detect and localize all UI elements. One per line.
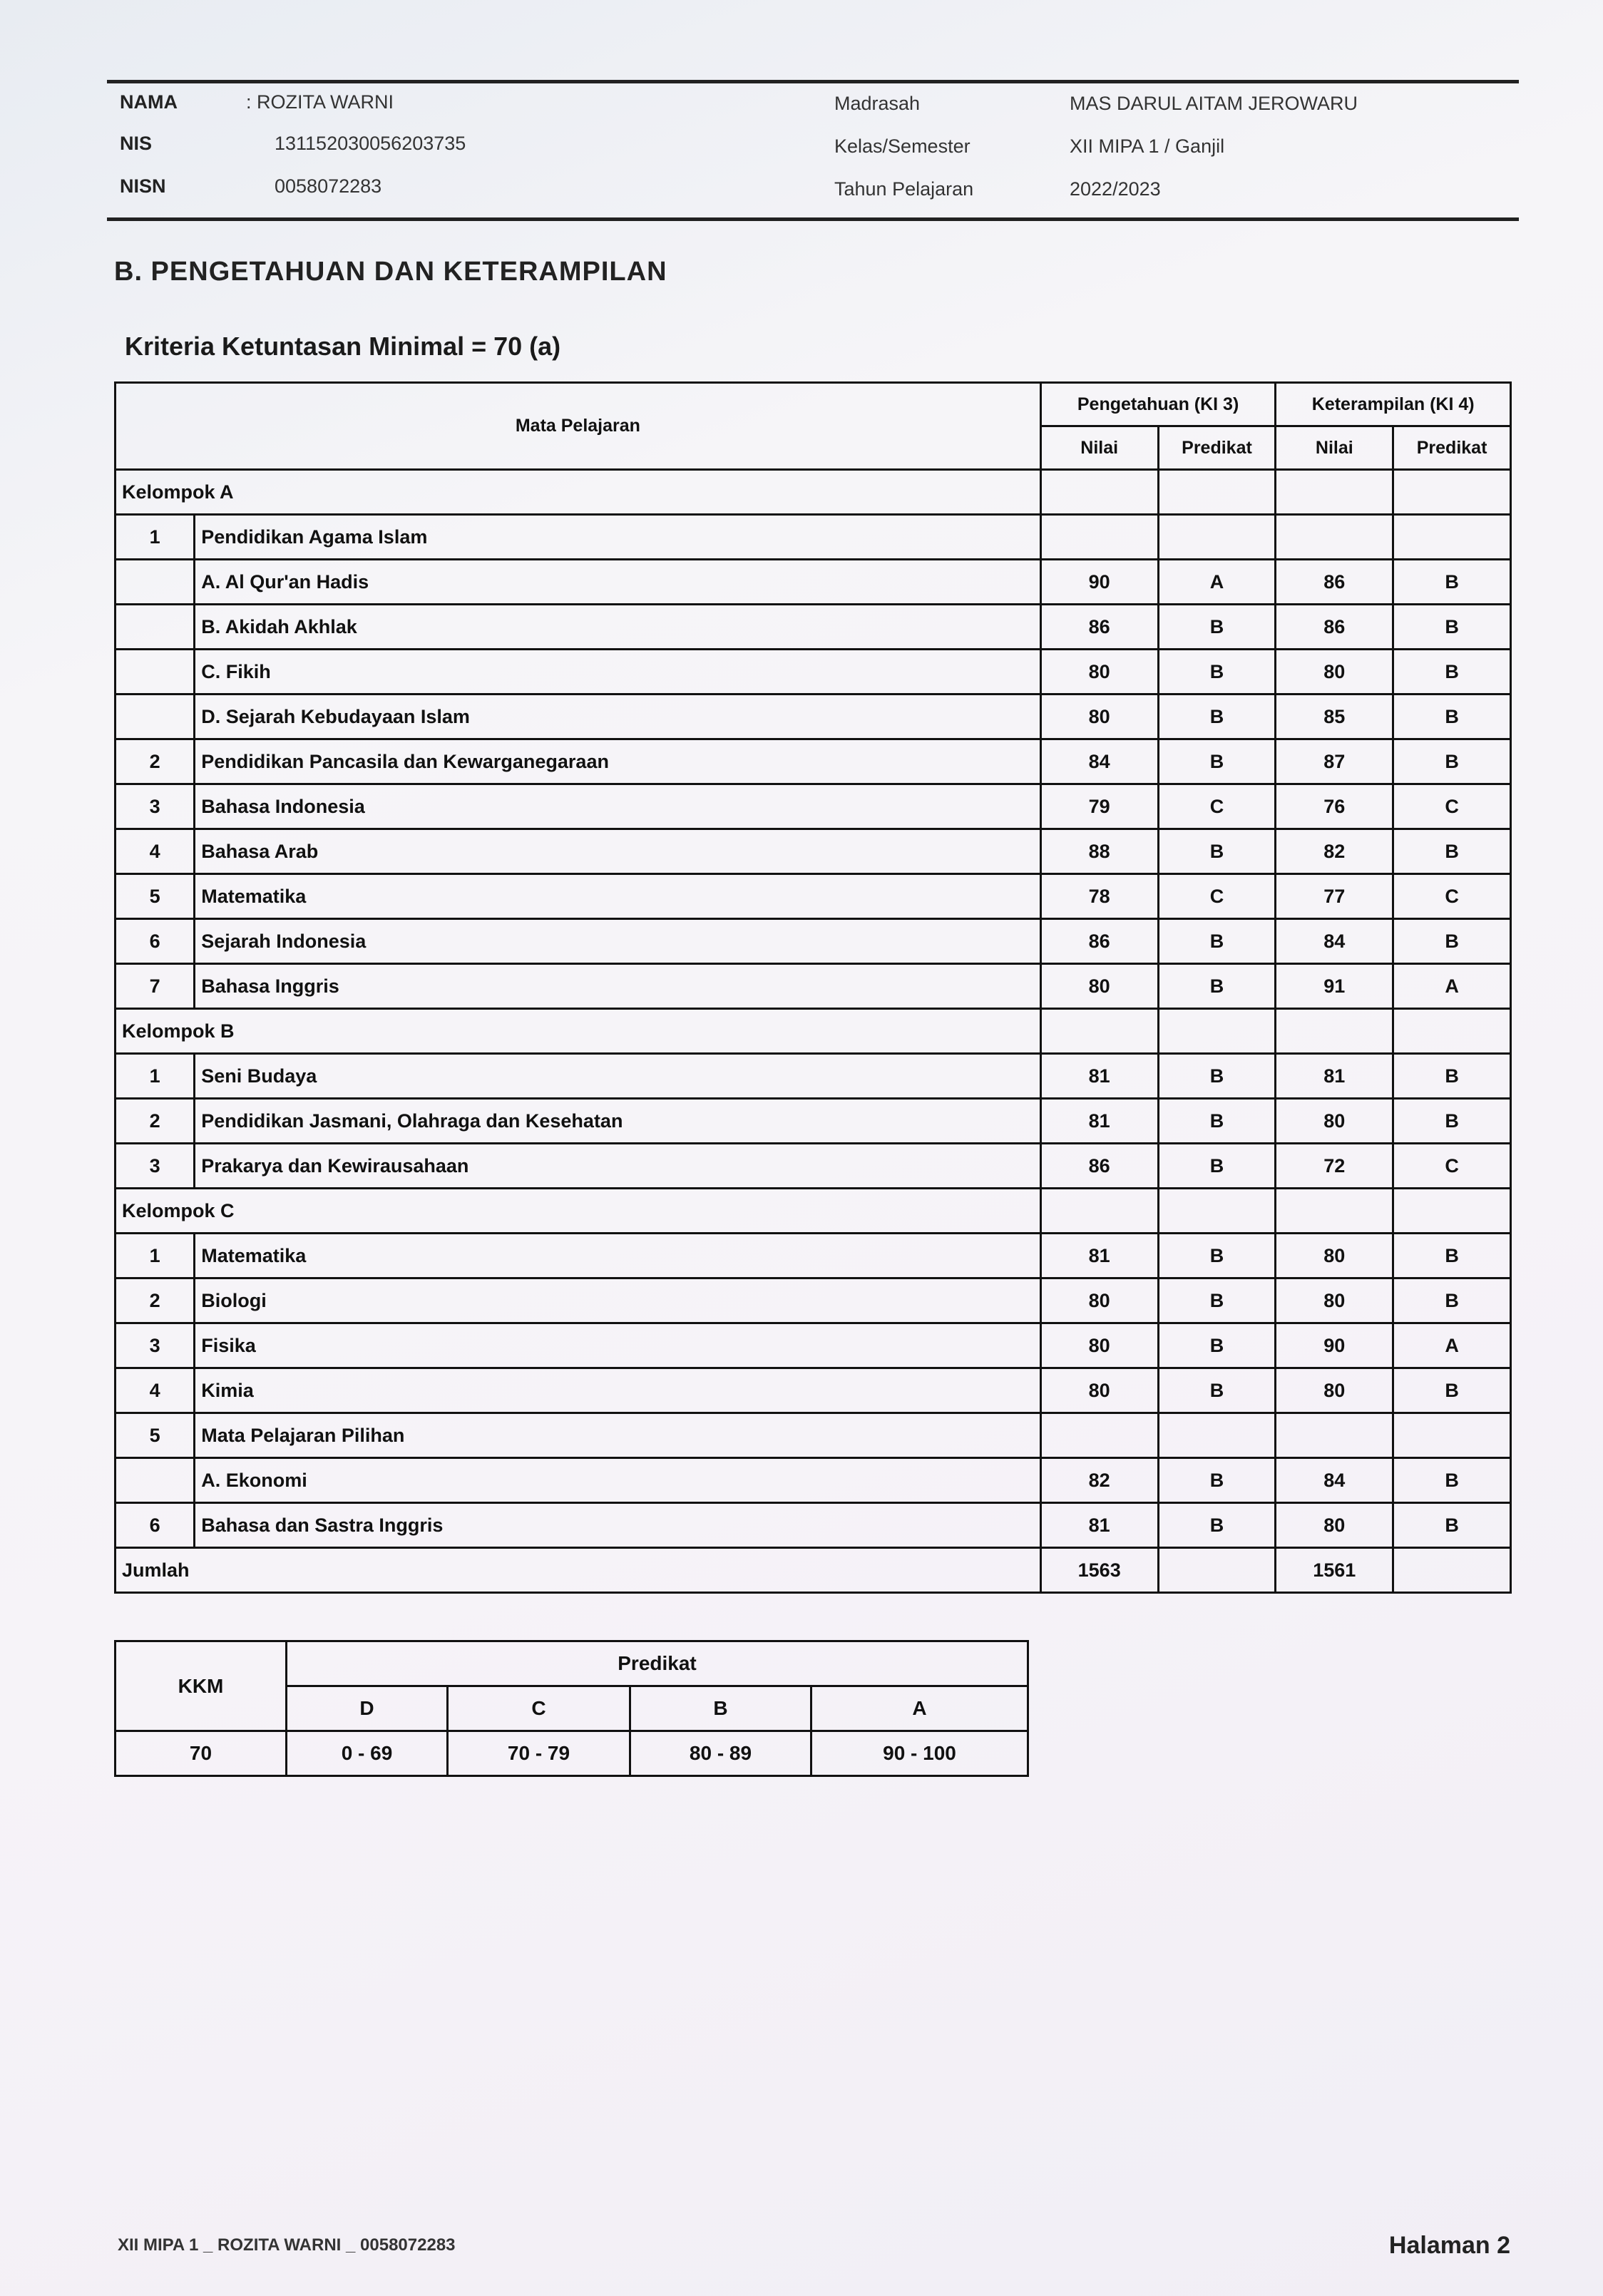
keterampilan-nilai: 80 [1276,1278,1393,1323]
keterampilan-nilai: 72 [1276,1144,1393,1189]
keterampilan-nilai: 81 [1276,1054,1393,1099]
kelas-label: Kelas/Semester [834,135,970,157]
group-row [116,470,1511,515]
group-label: Kelompok B [116,1009,1041,1054]
empty-cell [1158,1548,1276,1593]
predikat-label: Predikat [287,1641,1028,1686]
keterampilan-predikat: B [1393,1368,1511,1413]
pengetahuan-predikat: B [1158,919,1276,964]
madrasah-value: MAS DARUL AITAM JEROWARU [1070,93,1358,114]
keterampilan-predikat: B [1393,1278,1511,1323]
pengetahuan-nilai: 86 [1040,1144,1158,1189]
table-row [116,1503,1511,1548]
subject-name: Seni Budaya [195,1054,1041,1099]
row-number: 5 [116,874,195,919]
row-number: 3 [116,1323,195,1368]
group-label: Kelompok C [116,1189,1041,1234]
row-number: 1 [116,1234,195,1278]
pengetahuan-predikat: B [1158,1458,1276,1503]
jumlah-keterampilan: 1561 [1276,1548,1393,1593]
keterampilan-nilai: 82 [1276,829,1393,874]
row-number [116,650,195,695]
kkm-value: 70 [116,1731,287,1776]
nis-value: 131152030056203735 [275,133,466,154]
grade-a: A [811,1686,1028,1731]
range-a: 90 - 100 [811,1731,1028,1776]
row-number: 2 [116,1099,195,1144]
predikat-table [114,1640,1029,1777]
pengetahuan-predikat: B [1158,829,1276,874]
keterampilan-nilai: 80 [1276,1368,1393,1413]
keterampilan-predikat: B [1393,695,1511,739]
keterampilan-nilai: 85 [1276,695,1393,739]
keterampilan-predikat [1393,515,1511,560]
table-row [116,874,1511,919]
row-number [116,605,195,650]
section-title: B. PENGETAHUAN DAN KETERAMPILAN [114,257,667,287]
subject-name: Pendidikan Jasmani, Olahraga dan Kesehatan [195,1099,1041,1144]
row-number: 3 [116,784,195,829]
nama-label: NAMA [120,91,178,113]
row-number: 4 [116,1368,195,1413]
pengetahuan-predikat: A [1158,560,1276,605]
keterampilan-header: Keterampilan (KI 4) [1276,383,1511,426]
keterampilan-predikat: B [1393,560,1511,605]
keterampilan-nilai: 76 [1276,784,1393,829]
empty-cell [1040,1009,1158,1054]
pengetahuan-predikat: B [1158,695,1276,739]
keterampilan-predikat: B [1393,1458,1511,1503]
keterampilan-predikat: C [1393,784,1511,829]
keterampilan-predikat [1393,1413,1511,1458]
table-row [116,560,1511,605]
row-number [116,560,195,605]
pengetahuan-predikat: B [1158,1234,1276,1278]
table-row [116,739,1511,784]
row-number: 6 [116,1503,195,1548]
subject-name: Bahasa Indonesia [195,784,1041,829]
pengetahuan-predikat-header: Predikat [1158,426,1276,470]
pengetahuan-nilai: 80 [1040,1278,1158,1323]
table-row [116,1323,1511,1368]
table-row [116,1278,1511,1323]
footer-student-id: XII MIPA 1 _ ROZITA WARNI _ 0058072283 [118,2235,456,2255]
pengetahuan-nilai: 80 [1040,964,1158,1009]
row-number [116,695,195,739]
footer-page-number: Halaman 2 [1388,2232,1510,2259]
table-row [116,1458,1511,1503]
keterampilan-nilai-header: Nilai [1276,426,1393,470]
pengetahuan-nilai [1040,515,1158,560]
pengetahuan-predikat: B [1158,1144,1276,1189]
subject-name: Pendidikan Agama Islam [195,515,1041,560]
keterampilan-nilai: 86 [1276,605,1393,650]
keterampilan-nilai: 84 [1276,919,1393,964]
group-row [116,1189,1511,1234]
jumlah-row [116,1548,1511,1593]
subject-name: B. Akidah Akhlak [195,605,1041,650]
subject-name: Bahasa dan Sastra Inggris [195,1503,1041,1548]
table-row [116,605,1511,650]
row-number: 1 [116,515,195,560]
keterampilan-nilai: 84 [1276,1458,1393,1503]
keterampilan-nilai: 77 [1276,874,1393,919]
table-row [116,1144,1511,1189]
nis-label: NIS [120,133,153,154]
keterampilan-predikat: C [1393,1144,1511,1189]
pengetahuan-nilai: 80 [1040,1323,1158,1368]
kkm-label: KKM [116,1641,287,1731]
keterampilan-nilai: 91 [1276,964,1393,1009]
subject-name: Biologi [195,1278,1041,1323]
row-number: 3 [116,1144,195,1189]
pengetahuan-nilai [1040,1413,1158,1458]
pengetahuan-predikat: B [1158,1503,1276,1548]
table-row [116,1234,1511,1278]
subject-name: Bahasa Arab [195,829,1041,874]
keterampilan-predikat: B [1393,919,1511,964]
keterampilan-predikat: B [1393,739,1511,784]
pengetahuan-nilai: 81 [1040,1054,1158,1099]
keterampilan-nilai: 90 [1276,1323,1393,1368]
empty-cell [1276,470,1393,515]
pengetahuan-nilai: 81 [1040,1503,1158,1548]
subject-name: Matematika [195,1234,1041,1278]
subject-name: Pendidikan Pancasila dan Kewarganegaraan [195,739,1041,784]
kkm-title: Kriteria Ketuntasan Minimal = 70 (a) [125,332,561,361]
pengetahuan-nilai: 80 [1040,650,1158,695]
pengetahuan-predikat [1158,515,1276,560]
pengetahuan-predikat: B [1158,1099,1276,1144]
table-row [116,1054,1511,1099]
table-row [116,1368,1511,1413]
row-number: 4 [116,829,195,874]
pengetahuan-nilai: 79 [1040,784,1158,829]
empty-cell [1393,470,1511,515]
range-c: 70 - 79 [448,1731,630,1776]
group-label: Kelompok A [116,470,1041,515]
row-number: 6 [116,919,195,964]
pengetahuan-nilai: 90 [1040,560,1158,605]
grade-b: B [630,1686,811,1731]
table-row [116,695,1511,739]
pengetahuan-predikat: B [1158,964,1276,1009]
table-row [116,1099,1511,1144]
pengetahuan-predikat: B [1158,650,1276,695]
tahun-value: 2022/2023 [1070,178,1161,200]
pengetahuan-nilai: 80 [1040,695,1158,739]
grades-table [114,381,1512,1594]
nisn-label: NISN [120,175,166,197]
subject-name: C. Fikih [195,650,1041,695]
keterampilan-predikat: B [1393,1503,1511,1548]
pengetahuan-predikat: B [1158,1368,1276,1413]
table-row [116,1413,1511,1458]
keterampilan-nilai [1276,515,1393,560]
pengetahuan-nilai: 81 [1040,1099,1158,1144]
pengetahuan-predikat: B [1158,1278,1276,1323]
range-b: 80 - 89 [630,1731,811,1776]
keterampilan-predikat: B [1393,605,1511,650]
keterampilan-predikat-header: Predikat [1393,426,1511,470]
pengetahuan-predikat: B [1158,605,1276,650]
keterampilan-nilai: 80 [1276,1503,1393,1548]
table-row [116,784,1511,829]
table-row [116,919,1511,964]
empty-cell [1040,470,1158,515]
keterampilan-nilai: 80 [1276,1099,1393,1144]
table-row [116,650,1511,695]
jumlah-pengetahuan: 1563 [1040,1548,1158,1593]
jumlah-label: Jumlah [116,1548,1041,1593]
header-bottom-rule [107,217,1519,221]
subject-name: Fisika [195,1323,1041,1368]
keterampilan-predikat: A [1393,964,1511,1009]
pengetahuan-header: Pengetahuan (KI 3) [1040,383,1276,426]
nama-value: : ROZITA WARNI [246,91,394,113]
empty-cell [1276,1189,1393,1234]
pengetahuan-nilai: 80 [1040,1368,1158,1413]
table-row [116,964,1511,1009]
row-number: 2 [116,1278,195,1323]
row-number: 1 [116,1054,195,1099]
table-row [116,829,1511,874]
pengetahuan-nilai: 82 [1040,1458,1158,1503]
pengetahuan-predikat [1158,1413,1276,1458]
empty-cell [1158,1009,1276,1054]
pengetahuan-predikat: C [1158,784,1276,829]
table-row [116,515,1511,560]
keterampilan-predikat: B [1393,1099,1511,1144]
keterampilan-predikat: B [1393,1234,1511,1278]
header-top-rule [107,80,1519,83]
keterampilan-predikat: C [1393,874,1511,919]
pengetahuan-predikat: B [1158,1323,1276,1368]
pengetahuan-nilai: 86 [1040,919,1158,964]
tahun-label: Tahun Pelajaran [834,178,974,200]
pengetahuan-nilai: 86 [1040,605,1158,650]
keterampilan-nilai: 80 [1276,650,1393,695]
keterampilan-nilai: 80 [1276,1234,1393,1278]
pengetahuan-nilai: 84 [1040,739,1158,784]
group-row [116,1009,1511,1054]
subject-name: Kimia [195,1368,1041,1413]
subject-name: Sejarah Indonesia [195,919,1041,964]
kelas-value: XII MIPA 1 / Ganjil [1070,135,1225,157]
empty-cell [1393,1548,1511,1593]
empty-cell [1393,1009,1511,1054]
pengetahuan-nilai: 81 [1040,1234,1158,1278]
pengetahuan-nilai: 78 [1040,874,1158,919]
subject-header: Mata Pelajaran [116,383,1041,470]
pengetahuan-nilai-header: Nilai [1040,426,1158,470]
subject-name: D. Sejarah Kebudayaan Islam [195,695,1041,739]
madrasah-label: Madrasah [834,93,921,114]
empty-cell [1276,1009,1393,1054]
keterampilan-predikat: B [1393,829,1511,874]
row-number: 7 [116,964,195,1009]
subject-name: Matematika [195,874,1041,919]
pengetahuan-predikat: B [1158,1054,1276,1099]
pengetahuan-nilai: 88 [1040,829,1158,874]
keterampilan-nilai [1276,1413,1393,1458]
subject-name: Bahasa Inggris [195,964,1041,1009]
keterampilan-nilai: 87 [1276,739,1393,784]
empty-cell [1393,1189,1511,1234]
row-number [116,1458,195,1503]
subject-name: A. Ekonomi [195,1458,1041,1503]
pengetahuan-predikat: B [1158,739,1276,784]
grade-d: D [287,1686,448,1731]
range-d: 0 - 69 [287,1731,448,1776]
subject-name: Prakarya dan Kewirausahaan [195,1144,1041,1189]
keterampilan-predikat: B [1393,650,1511,695]
grade-c: C [448,1686,630,1731]
empty-cell [1158,470,1276,515]
empty-cell [1158,1189,1276,1234]
subject-name: Mata Pelajaran Pilihan [195,1413,1041,1458]
empty-cell [1040,1189,1158,1234]
pengetahuan-predikat: C [1158,874,1276,919]
keterampilan-nilai: 86 [1276,560,1393,605]
row-number: 5 [116,1413,195,1458]
subject-name: A. Al Qur'an Hadis [195,560,1041,605]
keterampilan-predikat: A [1393,1323,1511,1368]
row-number: 2 [116,739,195,784]
nisn-value: 0058072283 [275,175,382,197]
keterampilan-predikat: B [1393,1054,1511,1099]
